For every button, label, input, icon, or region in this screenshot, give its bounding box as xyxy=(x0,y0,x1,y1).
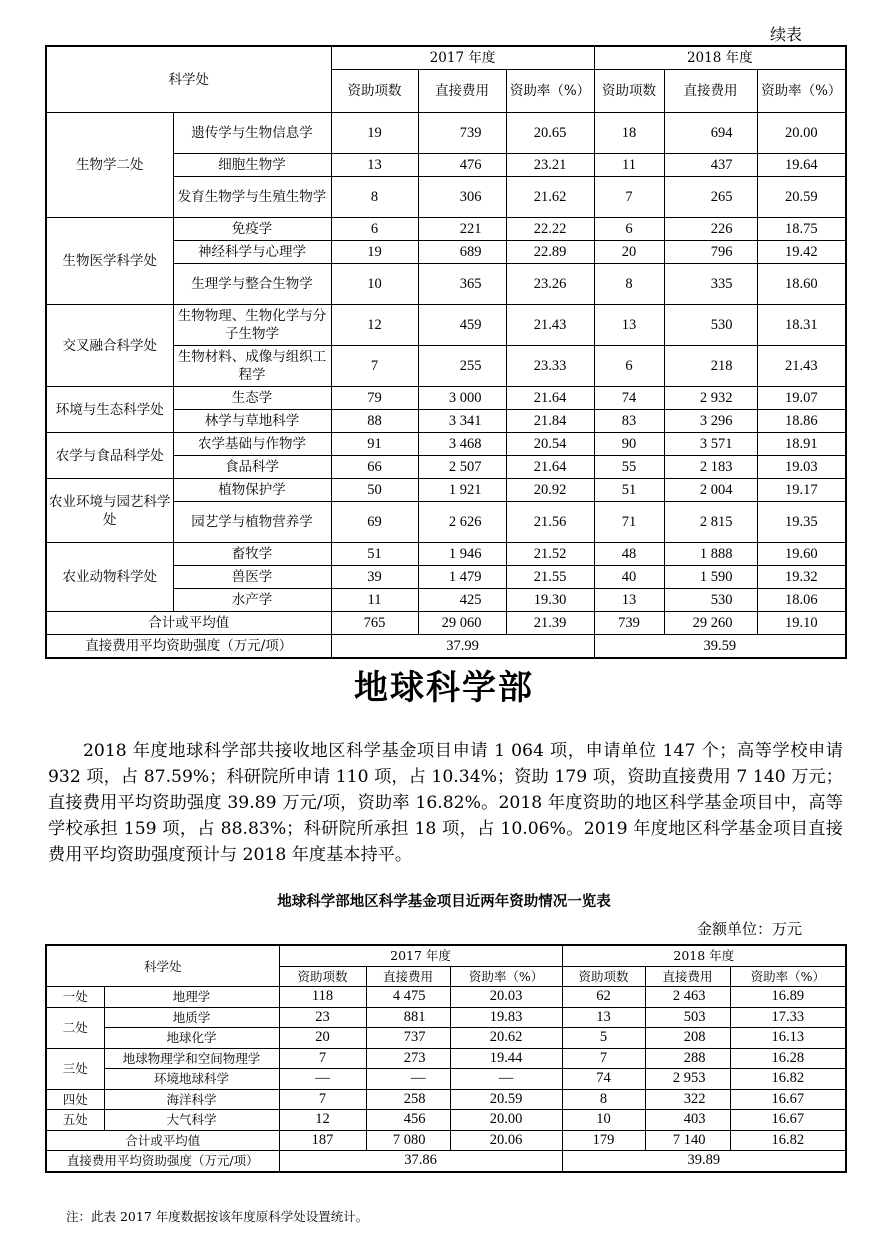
data-cell: 739 xyxy=(418,113,506,154)
data-cell: 437 xyxy=(664,154,757,177)
data-cell: 7 xyxy=(594,177,664,218)
group-label: 环境与生态科学处 xyxy=(46,387,173,433)
table-earth-science xyxy=(45,944,847,1173)
data-cell: 19 xyxy=(331,241,418,264)
total-cell: 179 xyxy=(562,1130,645,1151)
data-cell: 6 xyxy=(594,218,664,241)
total-cell: 7 140 xyxy=(645,1130,730,1151)
data-cell: 48 xyxy=(594,543,664,566)
column-header: 资助率（%） xyxy=(757,70,846,113)
data-cell: 23.26 xyxy=(506,264,594,305)
header-year-2018: 2018 年度 xyxy=(594,46,846,70)
subject-label: 生物材料、成像与组织工程学 xyxy=(173,346,331,387)
data-cell: 23.33 xyxy=(506,346,594,387)
data-cell: 18.91 xyxy=(757,433,846,456)
data-cell: 22.22 xyxy=(506,218,594,241)
data-cell: 16.28 xyxy=(730,1048,846,1069)
data-cell: 51 xyxy=(331,543,418,566)
group-label: 四处 xyxy=(46,1089,104,1110)
data-cell: 365 xyxy=(418,264,506,305)
data-cell: 273 xyxy=(366,1048,450,1069)
subject-label: 兽医学 xyxy=(173,566,331,589)
data-cell: 19.60 xyxy=(757,543,846,566)
data-cell: 22.89 xyxy=(506,241,594,264)
data-cell: 21.64 xyxy=(506,387,594,410)
table-row xyxy=(46,1110,846,1131)
group-label: 生物学二处 xyxy=(46,113,173,218)
data-cell: 2 183 xyxy=(664,456,757,479)
header-year-2017: 2017 年度 xyxy=(331,46,594,70)
data-cell: 10 xyxy=(331,264,418,305)
data-cell: 20.00 xyxy=(757,113,846,154)
data-cell: 456 xyxy=(366,1110,450,1131)
data-cell: 19.30 xyxy=(506,589,594,612)
data-cell: 20.62 xyxy=(450,1028,562,1049)
subject-label: 植物保护学 xyxy=(173,479,331,502)
data-cell: 23.21 xyxy=(506,154,594,177)
data-cell: 51 xyxy=(594,479,664,502)
subject-label: 细胞生物学 xyxy=(173,154,331,177)
data-cell: 226 xyxy=(664,218,757,241)
group-label: 二处 xyxy=(46,1007,104,1048)
data-cell: 3 000 xyxy=(418,387,506,410)
subject-label: 生理学与整合生物学 xyxy=(173,264,331,305)
group-label: 一处 xyxy=(46,987,104,1008)
data-cell: 20 xyxy=(279,1028,366,1049)
table-row xyxy=(46,1028,846,1049)
data-cell: 20.59 xyxy=(450,1089,562,1110)
header-corner: 科学处 xyxy=(46,46,331,113)
data-cell: 21.56 xyxy=(506,502,594,543)
data-cell: 74 xyxy=(562,1069,645,1090)
group-label: 三处 xyxy=(46,1048,104,1089)
subject-label: 遗传学与生物信息学 xyxy=(173,113,331,154)
data-cell: 20.54 xyxy=(506,433,594,456)
subject-label: 园艺学与植物营养学 xyxy=(173,502,331,543)
data-cell: 503 xyxy=(645,1007,730,1028)
data-cell: 19.17 xyxy=(757,479,846,502)
data-cell: 2 932 xyxy=(664,387,757,410)
column-header: 资助项数 xyxy=(562,966,645,987)
subject-label: 发育生物学与生殖生物学 xyxy=(173,177,331,218)
data-cell: 8 xyxy=(562,1089,645,1110)
data-cell: 12 xyxy=(279,1110,366,1131)
data-cell: 322 xyxy=(645,1089,730,1110)
total-cell: 739 xyxy=(594,612,664,635)
subject-label: 神经科学与心理学 xyxy=(173,241,331,264)
data-cell: 21.52 xyxy=(506,543,594,566)
data-cell: 16.82 xyxy=(730,1069,846,1090)
subject-label: 水产学 xyxy=(173,589,331,612)
data-cell: 18.31 xyxy=(757,305,846,346)
data-cell: 7 xyxy=(279,1048,366,1069)
total-cell: 20.06 xyxy=(450,1130,562,1151)
data-cell: 13 xyxy=(331,154,418,177)
data-cell: 2 815 xyxy=(664,502,757,543)
column-header: 资助率（%） xyxy=(730,966,846,987)
data-cell: 88 xyxy=(331,410,418,433)
data-cell: 530 xyxy=(664,589,757,612)
data-cell: 19.03 xyxy=(757,456,846,479)
data-cell: 18 xyxy=(594,113,664,154)
data-cell: 79 xyxy=(331,387,418,410)
data-cell: 19.32 xyxy=(757,566,846,589)
data-cell: 69 xyxy=(331,502,418,543)
data-cell: 18.86 xyxy=(757,410,846,433)
subject-label: 畜牧学 xyxy=(173,543,331,566)
total-cell: 19.10 xyxy=(757,612,846,635)
table-row xyxy=(46,387,846,410)
data-cell: 20 xyxy=(594,241,664,264)
data-cell: 19.64 xyxy=(757,154,846,177)
data-cell: 694 xyxy=(664,113,757,154)
data-cell: 2 626 xyxy=(418,502,506,543)
data-cell: 7 xyxy=(331,346,418,387)
intensity-2018: 39.89 xyxy=(562,1151,846,1172)
data-cell: 20.65 xyxy=(506,113,594,154)
intensity-label: 直接费用平均资助强度（万元/项） xyxy=(46,635,331,659)
data-cell: 18.06 xyxy=(757,589,846,612)
data-cell: 8 xyxy=(594,264,664,305)
subject-label: 地球物理学和空间物理学 xyxy=(104,1048,279,1069)
group-label: 交叉融合科学处 xyxy=(46,305,173,387)
table-row xyxy=(46,218,846,241)
continuation-label: 续表 xyxy=(769,25,802,44)
table-row xyxy=(46,1069,846,1090)
data-cell: 2 463 xyxy=(645,987,730,1008)
intensity-2017: 37.86 xyxy=(279,1151,562,1172)
data-cell: 23 xyxy=(279,1007,366,1028)
subject-label: 林学与草地科学 xyxy=(173,410,331,433)
section-title: 地球科学部 xyxy=(354,668,534,708)
data-cell: 335 xyxy=(664,264,757,305)
data-cell: 19.83 xyxy=(450,1007,562,1028)
group-label: 农业环境与园艺科学处 xyxy=(46,479,173,543)
data-cell: 19 xyxy=(331,113,418,154)
subject-label: 农学基础与作物学 xyxy=(173,433,331,456)
data-cell: 7 xyxy=(279,1089,366,1110)
data-cell: 74 xyxy=(594,387,664,410)
total-cell: 29 260 xyxy=(664,612,757,635)
data-cell: 737 xyxy=(366,1028,450,1049)
total-cell: 29 060 xyxy=(418,612,506,635)
data-cell: 62 xyxy=(562,987,645,1008)
data-cell: 3 341 xyxy=(418,410,506,433)
data-cell: 459 xyxy=(418,305,506,346)
data-cell: 20.00 xyxy=(450,1110,562,1131)
data-cell: 18.75 xyxy=(757,218,846,241)
data-cell: 1 479 xyxy=(418,566,506,589)
table-row xyxy=(46,1089,846,1110)
total-label: 合计或平均值 xyxy=(46,1130,279,1151)
data-cell: 2 004 xyxy=(664,479,757,502)
data-cell: 4 475 xyxy=(366,987,450,1008)
data-cell: 13 xyxy=(562,1007,645,1028)
column-header: 直接费用 xyxy=(366,966,450,987)
header-year-2017: 2017 年度 xyxy=(279,945,562,966)
data-cell: 21.55 xyxy=(506,566,594,589)
column-header: 直接费用 xyxy=(418,70,506,113)
data-cell: 39 xyxy=(331,566,418,589)
data-cell: 8 xyxy=(331,177,418,218)
data-cell: 20.59 xyxy=(757,177,846,218)
data-cell: 1 921 xyxy=(418,479,506,502)
data-cell: 71 xyxy=(594,502,664,543)
subject-label: 免疫学 xyxy=(173,218,331,241)
data-cell: 3 296 xyxy=(664,410,757,433)
data-cell: 2 953 xyxy=(645,1069,730,1090)
header-corner: 科学处 xyxy=(46,945,279,987)
intensity-2017: 37.99 xyxy=(331,635,594,659)
data-cell: 13 xyxy=(594,589,664,612)
data-cell: 83 xyxy=(594,410,664,433)
data-cell: 19.42 xyxy=(757,241,846,264)
paragraph-text: 2018 年度地球科学部共接收地区科学基金项目申请 1 064 项，申请单位 147 个；高等学校申请 932 项，占 87.59%；科研院所申请 110 项，占 10.34%；资助 179 项，资助直接费用 7 140 万元；直接费用平均资助强度 39.89 万元/项，资助率 16.82%。2018 年度资助的地区科学基金项目中，高等学校承担 159 项，占 88.83%；科研院所承担 18 项，占 10.06%。2019 年度地区科学基金项目直接费用平均资助强度预计与 2018 年度基本持平。 xyxy=(48,741,843,865)
data-cell: 66 xyxy=(331,456,418,479)
group-label: 农业动物科学处 xyxy=(46,543,173,612)
data-cell: — xyxy=(450,1069,562,1090)
group-label: 五处 xyxy=(46,1110,104,1131)
data-cell: 881 xyxy=(366,1007,450,1028)
data-cell: 21.84 xyxy=(506,410,594,433)
subject-label: 大气科学 xyxy=(104,1110,279,1131)
data-cell: 17.33 xyxy=(730,1007,846,1028)
data-cell: 21.43 xyxy=(757,346,846,387)
intensity-label: 直接费用平均资助强度（万元/项） xyxy=(46,1151,279,1172)
data-cell: 20.03 xyxy=(450,987,562,1008)
data-cell: 1 946 xyxy=(418,543,506,566)
data-cell: 6 xyxy=(594,346,664,387)
data-cell: 10 xyxy=(562,1110,645,1131)
data-cell: 221 xyxy=(418,218,506,241)
header-year-2018: 2018 年度 xyxy=(562,945,846,966)
data-cell: 12 xyxy=(331,305,418,346)
data-cell: 50 xyxy=(331,479,418,502)
subject-label: 地理学 xyxy=(104,987,279,1008)
data-cell: 476 xyxy=(418,154,506,177)
data-cell: — xyxy=(279,1069,366,1090)
data-cell: 16.89 xyxy=(730,987,846,1008)
group-label: 农学与食品科学处 xyxy=(46,433,173,479)
data-cell: 11 xyxy=(331,589,418,612)
table2-title: 地球科学部地区科学基金项目近两年资助情况一览表 xyxy=(277,894,611,910)
data-cell: 16.67 xyxy=(730,1110,846,1131)
total-cell: 16.82 xyxy=(730,1130,846,1151)
data-cell: 91 xyxy=(331,433,418,456)
column-header: 资助项数 xyxy=(331,70,418,113)
data-cell: 796 xyxy=(664,241,757,264)
table-row xyxy=(46,305,846,346)
table-row xyxy=(46,479,846,502)
data-cell: 403 xyxy=(645,1110,730,1131)
data-cell: 288 xyxy=(645,1048,730,1069)
data-cell: 55 xyxy=(594,456,664,479)
table-row xyxy=(46,113,846,154)
subject-label: 地质学 xyxy=(104,1007,279,1028)
data-cell: 425 xyxy=(418,589,506,612)
data-cell: 21.62 xyxy=(506,177,594,218)
table-row xyxy=(46,433,846,456)
data-cell: 5 xyxy=(562,1028,645,1049)
data-cell: 118 xyxy=(279,987,366,1008)
data-cell: 258 xyxy=(366,1089,450,1110)
group-label: 生物医学科学处 xyxy=(46,218,173,305)
subject-label: 生物物理、生物化学与分子生物学 xyxy=(173,305,331,346)
column-header: 直接费用 xyxy=(645,966,730,987)
table-row xyxy=(46,1048,846,1069)
data-cell: 265 xyxy=(664,177,757,218)
data-cell: 21.64 xyxy=(506,456,594,479)
table-row xyxy=(46,543,846,566)
data-cell: 20.92 xyxy=(506,479,594,502)
data-cell: 3 571 xyxy=(664,433,757,456)
data-cell: 689 xyxy=(418,241,506,264)
data-cell: 255 xyxy=(418,346,506,387)
section-paragraph xyxy=(48,738,843,868)
total-cell: 21.39 xyxy=(506,612,594,635)
table-note: 注：此表 2017 年度数据按该年度原科学处设置统计。 xyxy=(66,1209,369,1224)
subject-label: 环境地球科学 xyxy=(104,1069,279,1090)
total-cell: 765 xyxy=(331,612,418,635)
total-label: 合计或平均值 xyxy=(46,612,331,635)
data-cell: 1 590 xyxy=(664,566,757,589)
subject-label: 海洋科学 xyxy=(104,1089,279,1110)
intensity-2018: 39.59 xyxy=(594,635,846,659)
data-cell: 2 507 xyxy=(418,456,506,479)
data-cell: 218 xyxy=(664,346,757,387)
data-cell: 208 xyxy=(645,1028,730,1049)
data-cell: 16.67 xyxy=(730,1089,846,1110)
subject-label: 地球化学 xyxy=(104,1028,279,1049)
data-cell: 19.07 xyxy=(757,387,846,410)
data-cell: 90 xyxy=(594,433,664,456)
column-header: 资助率（%） xyxy=(506,70,594,113)
total-cell: 187 xyxy=(279,1130,366,1151)
data-cell: 19.35 xyxy=(757,502,846,543)
data-cell: 6 xyxy=(331,218,418,241)
subject-label: 生态学 xyxy=(173,387,331,410)
table-row xyxy=(46,987,846,1008)
column-header: 资助率（%） xyxy=(450,966,562,987)
data-cell: 11 xyxy=(594,154,664,177)
column-header: 资助项数 xyxy=(279,966,366,987)
data-cell: 18.60 xyxy=(757,264,846,305)
column-header: 资助项数 xyxy=(594,70,664,113)
total-cell: 7 080 xyxy=(366,1130,450,1151)
data-cell: 7 xyxy=(562,1048,645,1069)
table2-unit: 金额单位：万元 xyxy=(696,920,802,938)
data-cell: 40 xyxy=(594,566,664,589)
data-cell: 13 xyxy=(594,305,664,346)
data-cell: 530 xyxy=(664,305,757,346)
data-cell: 306 xyxy=(418,177,506,218)
data-cell: 3 468 xyxy=(418,433,506,456)
data-cell: 16.13 xyxy=(730,1028,846,1049)
column-header: 直接费用 xyxy=(664,70,757,113)
data-cell: — xyxy=(366,1069,450,1090)
data-cell: 19.44 xyxy=(450,1048,562,1069)
table-row xyxy=(46,1007,846,1028)
data-cell: 1 888 xyxy=(664,543,757,566)
table-biology-continued xyxy=(45,45,847,659)
data-cell: 21.43 xyxy=(506,305,594,346)
subject-label: 食品科学 xyxy=(173,456,331,479)
